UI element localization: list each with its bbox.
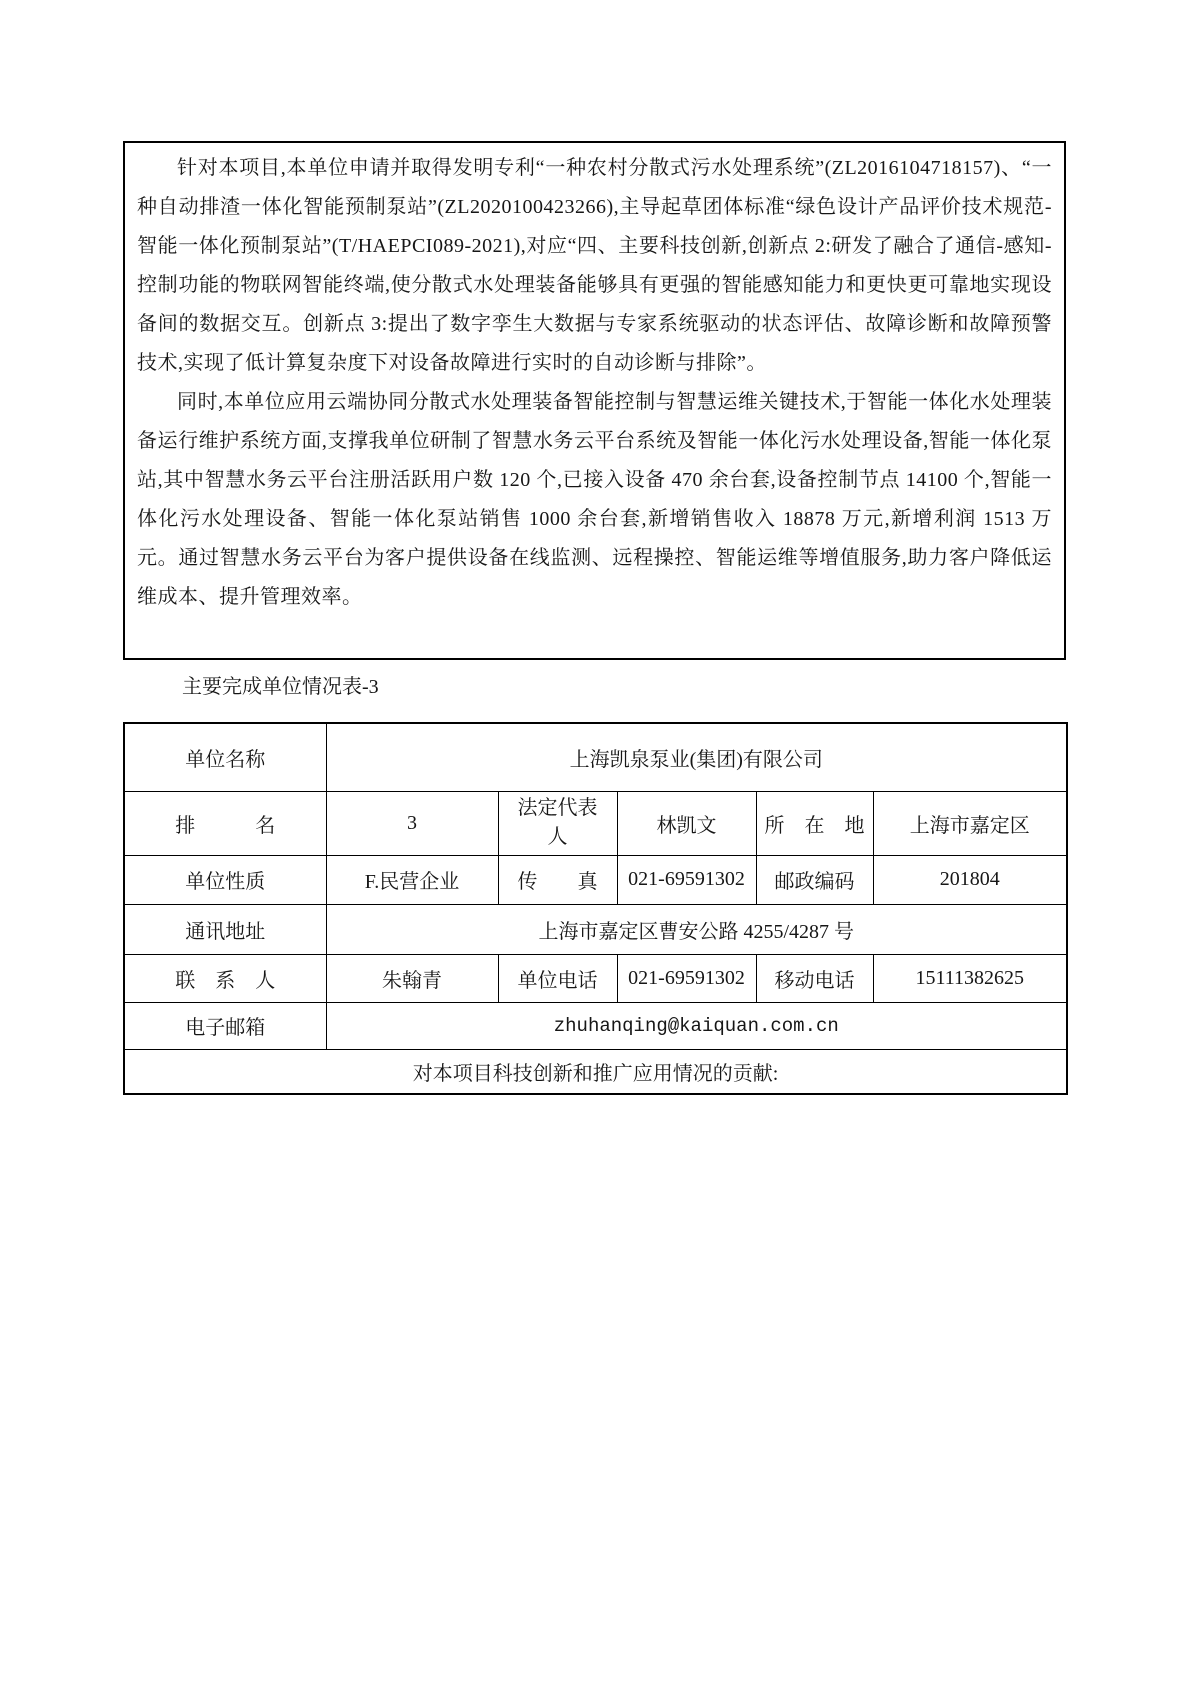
rank-label: 排 名 — [124, 791, 326, 855]
fax-value: 021-69591302 — [617, 855, 756, 904]
legal-rep-value: 林凯文 — [617, 791, 756, 855]
unit-type-value: F.民营企业 — [326, 855, 498, 904]
mobile-value: 15111382625 — [873, 954, 1067, 1002]
email-value-text: zhuhanqing@kaiquan.com.cn — [553, 1015, 839, 1037]
unit-phone-value: 021-69591302 — [617, 954, 756, 1002]
unit-name-label: 单位名称 — [124, 723, 326, 791]
paragraph-application: 同时,本单位应用云端协同分散式水处理装备智能控制与智慧运维关键技术,于智能一体化水处理装备运行维护系统方面,支撑我单位研制了智慧水务云平台系统及智能一体化污水处理设备,智能一体化泵站,其中智慧水务云平台注册活跃用户数 120 个,已接入设备 470 余台套,设备控制节点 14100 个,智能一体化污水处理设备、智能一体化泵站销售 1000 余台套,新增销售收入 18878 万元,新增利润 1513 万元。通过智慧水务云平台为客户提供设备在线监测、远程操控、智能运维等增值服务,助力客户降低运维成本、提升管理效率。 — [137, 391, 1052, 608]
postal-code-value: 201804 — [873, 855, 1067, 904]
fax-label: 传 真 — [498, 855, 617, 904]
table-row — [124, 723, 1067, 791]
address-value: 上海市嘉定区曹安公路 4255/4287 号 — [326, 904, 1067, 954]
table-row — [124, 904, 1067, 954]
contribution-text-box — [123, 141, 1066, 660]
table-row — [124, 791, 1067, 855]
rank-value: 3 — [326, 791, 498, 855]
address-label: 通讯地址 — [124, 904, 326, 954]
contribution-heading: 对本项目科技创新和推广应用情况的贡献: — [124, 1049, 1067, 1094]
document-content — [123, 141, 1066, 1095]
unit-type-label: 单位性质 — [124, 855, 326, 904]
unit-name-value: 上海凯泉泵业(集团)有限公司 — [326, 723, 1067, 791]
contact-value: 朱翰青 — [326, 954, 498, 1002]
table-row — [124, 1002, 1067, 1049]
email-label: 电子邮箱 — [124, 1002, 326, 1049]
mobile-label: 移动电话 — [756, 954, 873, 1002]
table-caption: 主要完成单位情况表-3 — [182, 676, 379, 698]
unit-info-table — [123, 722, 1068, 1095]
legal-rep-label-text: 法定代表人 — [517, 797, 598, 848]
paragraph-patents: 针对本项目,本单位申请并取得发明专利“一种农村分散式污水处理系统”(ZL2016104718157)、“一种自动排渣一体化智能预制泵站”(ZL2020100423266),主导起草团体标准“绿色设计产品评价技术规范-智能一体化预制泵站”(T/HAEPCI089-2021),对应“四、主要科技创新,创新点 2:研发了融合了通信-感知-控制功能的物联网智能终端,使分散式水处理装备能够具有更强的智能感知能力和更快更可靠地实现设备间的数据交互。创新点 3:提出了数字孪生大数据与专家系统驱动的状态评估、故障诊断和故障预警技术,实现了低计算复杂度下对设备故障进行实时的自动诊断与排除”。 — [137, 157, 1052, 374]
legal-rep-label — [498, 791, 617, 855]
unit-phone-label: 单位电话 — [498, 954, 617, 1002]
table-row — [124, 954, 1067, 1002]
table-row — [124, 855, 1067, 904]
table-row — [124, 1049, 1067, 1094]
location-value: 上海市嘉定区 — [873, 791, 1067, 855]
contact-label: 联 系 人 — [124, 954, 326, 1002]
location-label: 所 在 地 — [756, 791, 873, 855]
postal-code-label: 邮政编码 — [756, 855, 873, 904]
email-value — [326, 1002, 1067, 1049]
